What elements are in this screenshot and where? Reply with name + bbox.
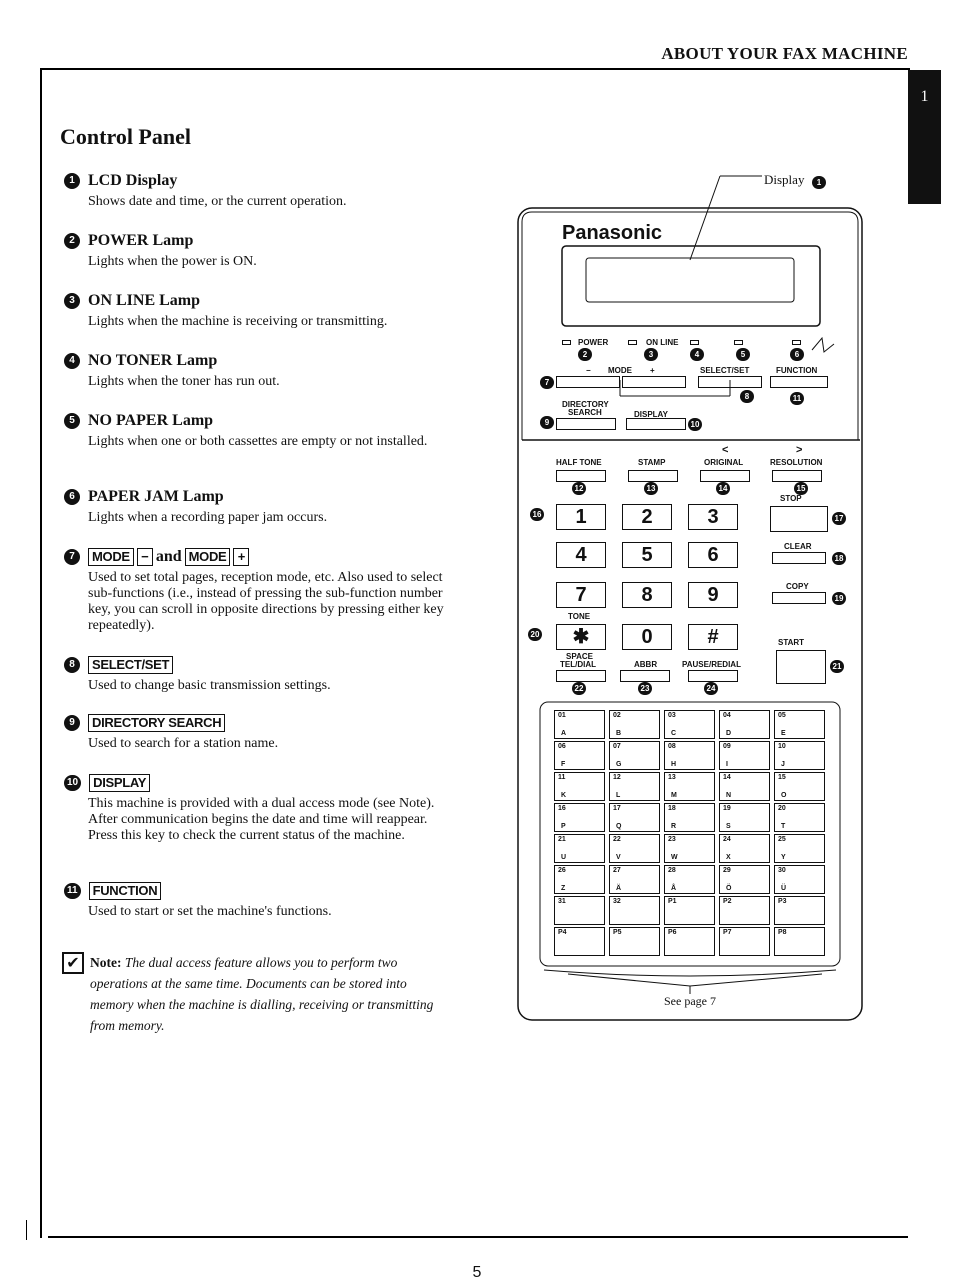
power-label: POWER: [578, 338, 609, 347]
tel-dial-button[interactable]: [556, 670, 606, 682]
callout-13: 13: [644, 482, 658, 495]
one-touch-number: 08: [668, 743, 676, 750]
online-label: ON LINE: [646, 338, 679, 347]
one-touch-key-18[interactable]: [664, 803, 715, 832]
one-touch-number: 29: [723, 867, 731, 874]
one-touch-letter: R: [671, 823, 677, 830]
item-description: This machine is provided with a dual access mode (see Note). After communication begins the date and time will reappear. Press this key to check the current status of the machine.: [88, 796, 435, 843]
key-8[interactable]: 8: [622, 582, 672, 608]
mode-plus-label: +: [650, 366, 655, 375]
function-keycap: FUNCTION: [89, 882, 162, 900]
one-touch-number: 22: [613, 836, 621, 843]
one-touch-letter: Q: [616, 823, 622, 830]
callout-number: 8: [64, 657, 80, 673]
one-touch-letter: H: [671, 761, 677, 768]
callout-number: 9: [64, 715, 80, 731]
directory-label: DIRECTORY: [562, 400, 609, 409]
copy-label: COPY: [786, 582, 809, 591]
callout-9: 9: [540, 416, 554, 429]
one-touch-key-30[interactable]: [774, 865, 825, 894]
see-page-label: See page 7: [664, 994, 716, 1008]
one-touch-key-17[interactable]: [609, 803, 660, 832]
one-touch-letter: Ü: [781, 885, 787, 892]
mode-keycap: MODE: [88, 548, 134, 566]
one-touch-number: 16: [558, 805, 566, 812]
one-touch-number: P6: [668, 929, 677, 936]
one-touch-number: 23: [668, 836, 676, 843]
key-0[interactable]: 0: [622, 624, 672, 650]
one-touch-letter: Y: [781, 854, 786, 861]
callout-24: 24: [704, 682, 718, 695]
one-touch-number: 04: [723, 712, 731, 719]
one-touch-letter: G: [616, 761, 622, 768]
callout-number: 11: [64, 883, 81, 899]
one-touch-letter: Ä: [616, 885, 622, 892]
one-touch-key-10[interactable]: [774, 741, 825, 770]
select-set-button[interactable]: [698, 376, 762, 388]
one-touch-number: 21: [558, 836, 566, 843]
one-touch-letter: E: [781, 730, 786, 737]
callout-number: 6: [64, 489, 80, 505]
one-touch-letter: U: [561, 854, 567, 861]
and-word: and: [155, 548, 182, 565]
one-touch-letter: P: [561, 823, 566, 830]
callout-number: 5: [64, 413, 80, 429]
one-touch-number: 31: [558, 898, 566, 905]
note-body: The dual access feature allows you to perform two operations at the same time. Documents can be stored into memory when the machine is dialling, receiving or transmitting from memory.: [90, 955, 434, 1033]
callout-21: 21: [830, 660, 844, 673]
section-title: Control Panel: [60, 124, 191, 149]
key-5[interactable]: 5: [622, 542, 672, 568]
one-touch-letter: K: [561, 792, 567, 799]
search-label: SEARCH: [568, 408, 602, 417]
plus-keycap: +: [233, 548, 249, 566]
pause-redial-label: PAUSE/REDIAL: [682, 660, 741, 669]
one-touch-number: 17: [613, 805, 621, 812]
callout-1: 1: [812, 176, 826, 189]
one-touch-letter: F: [561, 761, 566, 768]
half-tone-button[interactable]: [556, 470, 606, 482]
one-touch-key-31[interactable]: [554, 896, 605, 925]
select-set-keycap: SELECT/SET: [88, 656, 173, 674]
key-hash[interactable]: #: [688, 624, 738, 650]
pause-redial-button[interactable]: [688, 670, 738, 682]
paper-lamp-icon: [734, 340, 743, 345]
one-touch-number: 14: [723, 774, 731, 781]
one-touch-key-p3[interactable]: [774, 896, 825, 925]
callout-16: 16: [530, 508, 544, 521]
mode-plus-button[interactable]: [622, 376, 686, 388]
mode-minus-label: −: [586, 366, 591, 375]
one-touch-number: 03: [668, 712, 676, 719]
tone-label: TONE: [568, 612, 591, 621]
key-3[interactable]: 3: [688, 504, 738, 530]
callout-3: 3: [644, 348, 658, 361]
one-touch-key-26[interactable]: [554, 865, 605, 894]
callout-2: 2: [578, 348, 592, 361]
one-touch-letter: T: [781, 823, 786, 830]
one-touch-key-16[interactable]: [554, 803, 605, 832]
callout-8: 8: [740, 390, 754, 403]
item-description: Used to set total pages, reception mode, etc. Also used to select sub-functions (i.e., instead of pressing the sub-function number key, you can scroll in opposite directions by pressing either key repeatedly).: [88, 570, 444, 633]
one-touch-number: P4: [558, 929, 567, 936]
one-touch-key-02[interactable]: [609, 710, 660, 739]
callout-14: 14: [716, 482, 730, 495]
one-touch-number: 05: [778, 712, 786, 719]
one-touch-number: 30: [778, 867, 786, 874]
one-touch-number: 12: [613, 774, 621, 781]
one-touch-key-p1[interactable]: [664, 896, 715, 925]
one-touch-number: 20: [778, 805, 786, 812]
one-touch-letter: S: [726, 823, 731, 830]
note-label: Note:: [90, 955, 122, 970]
item-title: PAPER JAM Lamp: [88, 488, 224, 505]
one-touch-number: 10: [778, 743, 786, 750]
page-header-title: ABOUT YOUR FAX MACHINE: [661, 44, 908, 63]
one-touch-key-15[interactable]: [774, 772, 825, 801]
resolution-button[interactable]: [772, 470, 822, 482]
one-touch-key-p6[interactable]: [664, 927, 715, 956]
one-touch-key-p4[interactable]: [554, 927, 605, 956]
one-touch-letter: W: [671, 854, 678, 861]
toner-lamp-icon: [690, 340, 699, 345]
power-lamp-icon: [562, 340, 571, 345]
function-button[interactable]: [770, 376, 828, 388]
callout-number: 1: [64, 173, 80, 189]
one-touch-number: 18: [668, 805, 676, 812]
one-touch-number: 32: [613, 898, 621, 905]
one-touch-key-06[interactable]: [554, 741, 605, 770]
one-touch-number: 27: [613, 867, 621, 874]
item-description: Lights when the toner has run out.: [88, 374, 280, 389]
one-touch-letter: L: [616, 792, 621, 799]
item-description: Used to search for a station name.: [88, 736, 279, 751]
one-touch-letter: O: [781, 792, 787, 799]
one-touch-letter: C: [671, 730, 677, 737]
one-touch-key-p5[interactable]: [609, 927, 660, 956]
callout-10: 10: [688, 418, 702, 431]
callout-5: 5: [736, 348, 750, 361]
item-description: Used to change basic transmission settings.: [88, 678, 331, 693]
page-number: 5: [472, 1264, 482, 1281]
jam-lamp-icon: [792, 340, 801, 345]
callout-17: 17: [832, 512, 846, 525]
one-touch-number: 25: [778, 836, 786, 843]
item-title: ON LINE Lamp: [88, 292, 201, 309]
clear-label: CLEAR: [784, 542, 812, 551]
select-set-label: SELECT/SET: [700, 366, 750, 375]
one-touch-key-28[interactable]: [664, 865, 715, 894]
item-description: Lights when one or both cassettes are empty or not installed.: [88, 434, 428, 449]
one-touch-key-27[interactable]: [609, 865, 660, 894]
item-description: Lights when the power is ON.: [88, 254, 257, 269]
start-button[interactable]: [776, 650, 826, 684]
right-arrow-label: >: [796, 444, 803, 456]
one-touch-key-03[interactable]: [664, 710, 715, 739]
one-touch-letter: X: [726, 854, 731, 861]
one-touch-key-23[interactable]: [664, 834, 715, 863]
callout-19: 19: [832, 592, 846, 605]
item-description: Shows date and time, or the current operation.: [88, 194, 347, 209]
one-touch-letter: M: [671, 792, 677, 799]
directory-search-keycap: DIRECTORY SEARCH: [88, 714, 225, 732]
one-touch-number: 28: [668, 867, 676, 874]
one-touch-key-p7[interactable]: [719, 927, 770, 956]
abbr-button[interactable]: [620, 670, 670, 682]
callout-number: 2: [64, 233, 80, 249]
callout-15: 15: [794, 482, 808, 495]
one-touch-key-11[interactable]: [554, 772, 605, 801]
callout-23: 23: [638, 682, 652, 695]
one-touch-key-07[interactable]: [609, 741, 660, 770]
callout-6: 6: [790, 348, 804, 361]
one-touch-letter: J: [781, 761, 785, 768]
one-touch-key-22[interactable]: [609, 834, 660, 863]
directory-search-button[interactable]: [556, 418, 616, 430]
checkmark-icon: ✔: [62, 952, 84, 974]
item-title: NO TONER Lamp: [88, 352, 218, 369]
original-label: ORIGINAL: [704, 458, 744, 467]
key-7[interactable]: 7: [556, 582, 606, 608]
mode-keycap: MODE: [185, 548, 231, 566]
callout-11: 11: [790, 392, 804, 405]
one-touch-key-32[interactable]: [609, 896, 660, 925]
callout-number: 7: [64, 549, 80, 565]
one-touch-number: P5: [613, 929, 622, 936]
one-touch-key-29[interactable]: [719, 865, 770, 894]
one-touch-letter: D: [726, 730, 732, 737]
callout-4: 4: [690, 348, 704, 361]
display-keycap: DISPLAY: [89, 774, 150, 792]
start-label: START: [778, 638, 805, 647]
clear-button[interactable]: [772, 552, 826, 564]
one-touch-number: 07: [613, 743, 621, 750]
one-touch-key-13[interactable]: [664, 772, 715, 801]
callout-number: 4: [64, 353, 80, 369]
one-touch-letter: Ö: [726, 885, 732, 892]
one-touch-key-20[interactable]: [774, 803, 825, 832]
stamp-label: STAMP: [638, 458, 666, 467]
one-touch-key-p8[interactable]: [774, 927, 825, 956]
key-1[interactable]: 1: [556, 504, 606, 530]
one-touch-key-19[interactable]: [719, 803, 770, 832]
one-touch-key-08[interactable]: [664, 741, 715, 770]
one-touch-key-09[interactable]: [719, 741, 770, 770]
callout-number: 10: [64, 775, 81, 791]
one-touch-number: 13: [668, 774, 676, 781]
one-touch-key-01[interactable]: [554, 710, 605, 739]
item-title: POWER Lamp: [88, 232, 194, 249]
display-callout-label: Display: [764, 172, 805, 187]
key-star[interactable]: ✱: [556, 624, 606, 650]
key-4[interactable]: 4: [556, 542, 606, 568]
chapter-tab: 1: [908, 70, 941, 204]
one-touch-number: 26: [558, 867, 566, 874]
key-6[interactable]: 6: [688, 542, 738, 568]
copy-button[interactable]: [772, 592, 826, 604]
callout-18: 18: [832, 552, 846, 565]
display-button[interactable]: [626, 418, 686, 430]
one-touch-number: 11: [558, 774, 566, 781]
one-touch-letter: B: [616, 730, 622, 737]
one-touch-key-21[interactable]: [554, 834, 605, 863]
one-touch-number: 24: [723, 836, 731, 843]
mode-label: MODE: [608, 366, 632, 375]
callout-number: 3: [64, 293, 80, 309]
one-touch-letter: V: [616, 854, 621, 861]
function-label: FUNCTION: [776, 366, 818, 375]
one-touch-number: 15: [778, 774, 786, 781]
one-touch-key-05[interactable]: [774, 710, 825, 739]
one-touch-number: P1: [668, 898, 677, 905]
minus-keycap: −: [137, 548, 153, 566]
online-lamp-icon: [628, 340, 637, 345]
one-touch-key-p2[interactable]: [719, 896, 770, 925]
one-touch-key-14[interactable]: [719, 772, 770, 801]
half-tone-label: HALF TONE: [556, 458, 602, 467]
one-touch-key-24[interactable]: [719, 834, 770, 863]
left-arrow-label: <: [722, 444, 729, 456]
one-touch-number: 06: [558, 743, 566, 750]
callout-22: 22: [572, 682, 586, 695]
callout-7: 7: [540, 376, 554, 389]
one-touch-number: P2: [723, 898, 732, 905]
one-touch-letter: A: [561, 730, 567, 737]
stop-label: STOP: [780, 494, 802, 503]
one-touch-number: 01: [558, 712, 566, 719]
one-touch-key-04[interactable]: [719, 710, 770, 739]
item-description: Lights when the machine is receiving or transmitting.: [88, 314, 388, 329]
stop-button[interactable]: [770, 506, 828, 532]
callout-20: 20: [528, 628, 542, 641]
one-touch-number: P8: [778, 929, 787, 936]
abbr-label: ABBR: [634, 660, 658, 669]
one-touch-number: 19: [723, 805, 731, 812]
item-title: NO PAPER Lamp: [88, 412, 214, 429]
item-description: Used to start or set the machine's functions.: [88, 904, 332, 919]
tel-dial-label: TEL/DIAL: [560, 660, 596, 669]
one-touch-key-12[interactable]: [609, 772, 660, 801]
space-label: SPACE: [566, 652, 593, 661]
item-title: LCD Display: [88, 172, 178, 189]
one-touch-key-25[interactable]: [774, 834, 825, 863]
display-key-label: DISPLAY: [634, 410, 668, 419]
key-2[interactable]: 2: [622, 504, 672, 530]
mode-minus-button[interactable]: [556, 376, 620, 388]
one-touch-number: P3: [778, 898, 787, 905]
one-touch-letter: N: [726, 792, 732, 799]
callout-12: 12: [572, 482, 586, 495]
one-touch-number: 09: [723, 743, 731, 750]
original-button[interactable]: [700, 470, 750, 482]
resolution-label: RESOLUTION: [770, 458, 823, 467]
stamp-button[interactable]: [628, 470, 678, 482]
key-9[interactable]: 9: [688, 582, 738, 608]
one-touch-letter: Å: [671, 885, 677, 892]
one-touch-letter: Z: [561, 885, 566, 892]
brand-logo: Panasonic: [562, 222, 663, 244]
item-description: Lights when a recording paper jam occurs.: [88, 510, 328, 525]
one-touch-number: P7: [723, 929, 732, 936]
one-touch-letter: I: [726, 761, 728, 768]
one-touch-number: 02: [613, 712, 621, 719]
